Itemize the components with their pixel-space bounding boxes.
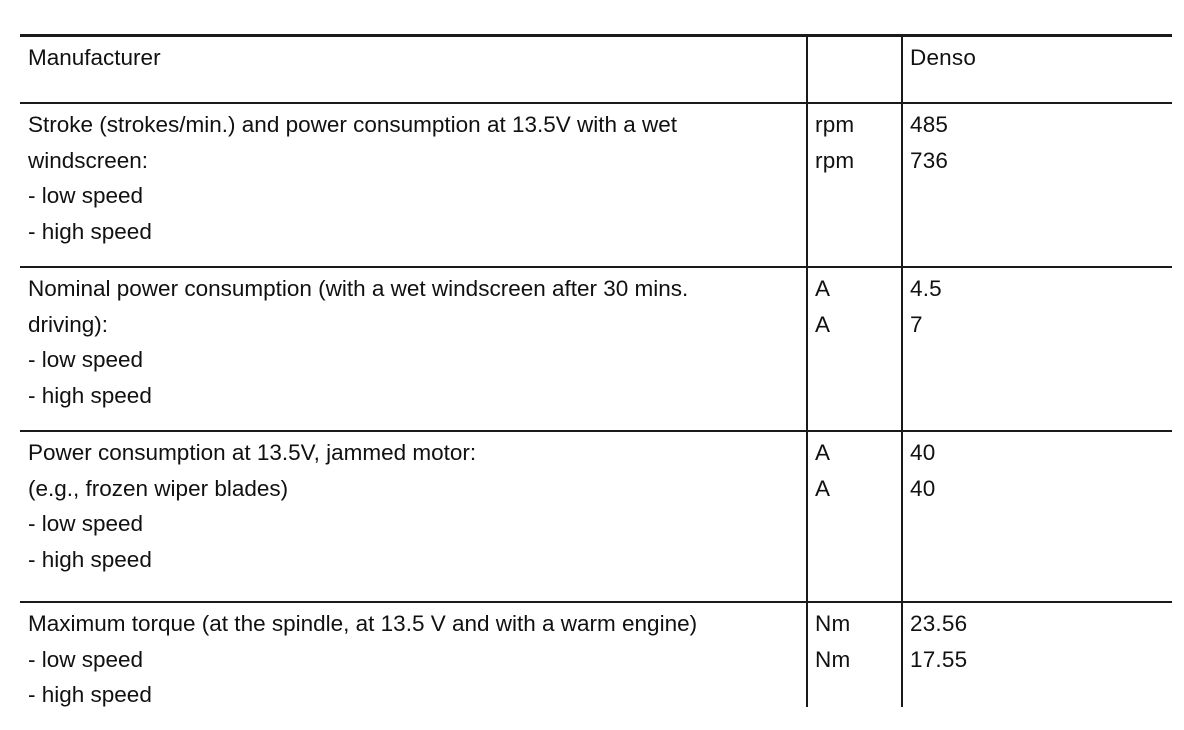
parameter-cell — [28, 603, 697, 713]
parameter-line: - low speed — [28, 646, 144, 672]
unit-line: rpm — [815, 112, 855, 137]
unit-line: Nm — [815, 611, 851, 636]
table-row — [20, 601, 1172, 707]
spec-table — [20, 34, 1172, 707]
column-divider — [806, 432, 808, 601]
unit-cell — [815, 432, 830, 506]
column-divider — [901, 603, 903, 707]
value-cell — [910, 268, 942, 342]
column-divider — [901, 37, 903, 102]
table-row — [20, 266, 1172, 430]
value-line: 40 — [910, 475, 936, 501]
parameter-cell — [28, 37, 161, 76]
table-row — [20, 430, 1172, 601]
value-cell — [910, 104, 948, 178]
table-row — [20, 102, 1172, 266]
value-line: 40 — [910, 440, 936, 465]
value-line: 4.5 — [910, 276, 942, 301]
value-line: 23.56 — [910, 611, 968, 636]
parameter-cell — [28, 104, 677, 249]
parameter-line: Manufacturer — [28, 45, 161, 70]
value-cell — [910, 37, 976, 76]
value-line: Denso — [910, 45, 977, 70]
parameter-line: - high speed — [28, 682, 152, 707]
table-row — [20, 37, 1172, 102]
unit-line: A — [815, 276, 831, 301]
unit-cell — [815, 268, 830, 342]
value-line: 17.55 — [910, 646, 968, 672]
parameter-line: Nominal power consumption (with a wet windscreen after 30 mins. — [28, 276, 689, 301]
unit-line: A — [815, 475, 831, 501]
parameter-line: (e.g., frozen wiper blades) — [28, 475, 289, 501]
parameter-line: Power consumption at 13.5V, jammed motor: — [28, 440, 477, 465]
parameter-line: driving): — [28, 311, 109, 337]
value-line: 736 — [910, 147, 949, 173]
parameter-line: - high speed — [28, 218, 152, 244]
column-divider — [901, 104, 903, 266]
parameter-line: Stroke (strokes/min.) and power consumption at 13.5V with a wet — [28, 112, 678, 137]
column-divider — [806, 603, 808, 707]
column-divider — [806, 268, 808, 430]
parameter-line: - low speed — [28, 511, 144, 536]
column-divider — [901, 432, 903, 601]
unit-cell — [815, 104, 854, 178]
column-divider — [806, 104, 808, 266]
parameter-line: - low speed — [28, 183, 144, 208]
value-cell — [910, 432, 935, 506]
parameter-line: - high speed — [28, 546, 152, 572]
unit-line: A — [815, 440, 831, 465]
parameter-cell — [28, 268, 688, 413]
value-cell — [910, 603, 967, 677]
parameter-line: - high speed — [28, 382, 152, 408]
unit-cell — [815, 603, 850, 677]
value-line: 7 — [910, 311, 923, 337]
parameter-line: windscreen: — [28, 147, 149, 173]
unit-line: rpm — [815, 147, 855, 173]
unit-line: A — [815, 311, 831, 337]
column-divider — [901, 268, 903, 430]
parameter-line: Maximum torque (at the spindle, at 13.5 V and with a warm engine) — [28, 611, 698, 636]
unit-line: Nm — [815, 646, 851, 672]
parameter-line: - low speed — [28, 347, 144, 372]
value-line: 485 — [910, 112, 949, 137]
parameter-cell — [28, 432, 476, 577]
column-divider — [806, 37, 808, 102]
